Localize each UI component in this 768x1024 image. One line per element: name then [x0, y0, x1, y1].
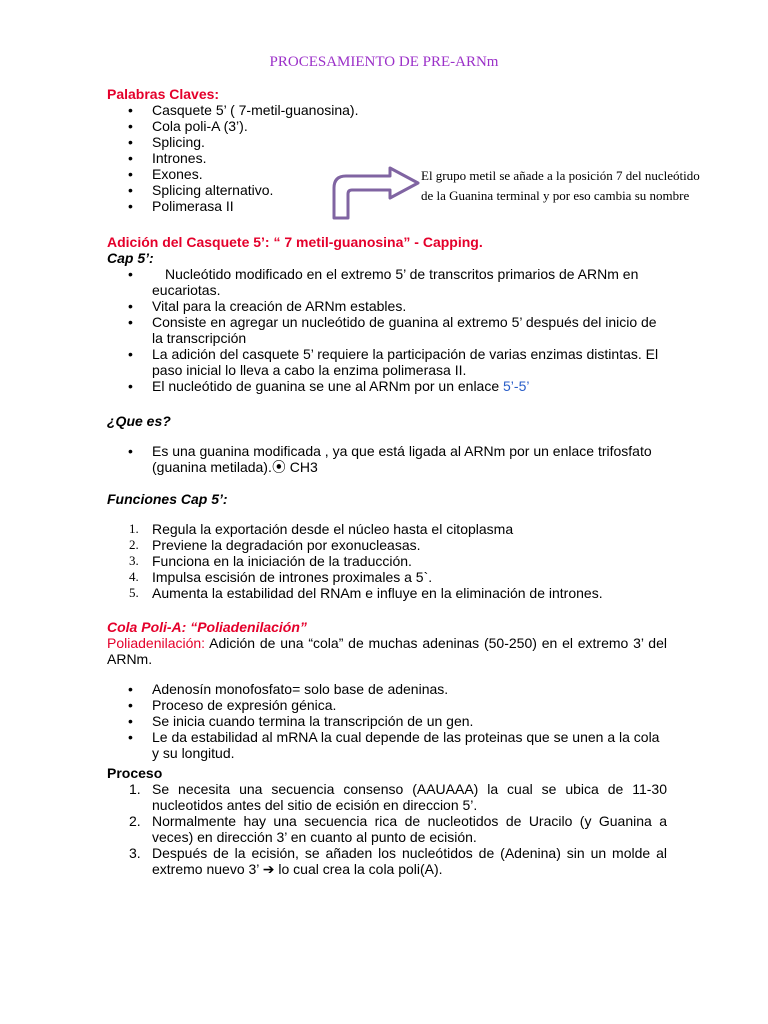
curved-arrow-icon [330, 166, 422, 220]
list-item: • Consiste en agregar un nucleótido de guanina al extremo 5’ después del inicio de la transcripción [128, 314, 657, 346]
methyl-note: El grupo metil se añade a la posición 7 del nucleótido de la Guanina terminal y por eso cambia su nombre [421, 168, 700, 203]
funciones-list [107, 521, 667, 601]
bullet-icon: • [128, 134, 133, 150]
list-item: • El nucleótido de guanina se une al ARNm por un enlace 5’-5’ [128, 378, 530, 394]
list-item: • Es una guanina modificada , ya que está ligada al ARNm por un enlace trifosfato (guanina metilada).⦿ CH3 [128, 443, 652, 475]
page-title: PROCESAMIENTO DE PRE-ARNm [269, 54, 499, 70]
que-es-section [107, 413, 667, 475]
bullet-icon: • [128, 697, 133, 713]
bullet-icon: • [128, 346, 133, 362]
bullet-icon: • [128, 182, 133, 198]
bullet-icon: • [128, 150, 133, 166]
bullet-icon: • [128, 166, 133, 182]
capping-heading: Adición del Casquete 5’: “ 7 metil-guanosina” - Capping. [107, 234, 483, 250]
bond-type: 5’-5’ [503, 378, 530, 394]
list-item: • Nucleótido modificado en el extremo 5’ de transcritos primarios de ARNm en eucariotas. [128, 266, 639, 298]
list-item: • Le da estabilidad al mRNA la cual depende de las proteinas que se unen a la cola y su longitud. [128, 729, 660, 761]
cola-section [107, 619, 667, 761]
list-item: • Exones. [128, 166, 203, 182]
list-item: • Cola poli-A (3’). [128, 118, 248, 134]
list-item: 3. Después de la ecisión, se añaden los nucleótidos de (Adenina) sin un molde al extremo nuevo 3’ ➔ lo cual crea la cola poli(A). [129, 845, 667, 877]
proceso-section [107, 765, 667, 877]
funciones-section [107, 491, 667, 601]
cola-heading: Cola Poli-A: “Poliadenilación” [107, 619, 307, 635]
list-item: • Casquete 5’ ( 7-metil-guanosina). [128, 102, 359, 118]
list-item: 5. Aumenta la estabilidad del RNAm e influye en la eliminación de intrones. [129, 585, 603, 601]
bullet-icon: • [128, 314, 133, 330]
cola-list [107, 681, 667, 761]
list-item: • Adenosín monofosfato= solo base de adeninas. [128, 681, 449, 697]
list-item: • Vital para la creación de ARNm estables. [128, 298, 407, 314]
capping-list [107, 266, 667, 394]
bullet-icon: • [128, 443, 133, 459]
cap-subheading: Cap 5’: [107, 250, 154, 266]
list-item: • Polimerasa II [128, 198, 234, 214]
bullet-icon: • [128, 298, 133, 314]
list-item: 3. Funciona en la iniciación de la traducción. [129, 553, 412, 569]
definition-label: Poliadenilación: [107, 635, 206, 651]
list-item: 1. Se necesita una secuencia consenso (AAUAAA) la cual se ubica de 11-30 nucleotidos antes del sitio de ecisión en direccion 5’. [129, 781, 667, 813]
bullet-icon: • [128, 713, 133, 729]
list-item: • Splicing alternativo. [128, 182, 274, 198]
list-item: 4. Impulsa escisión de intrones proximales a 5`. [129, 569, 433, 585]
list-item: • Se inicia cuando termina la transcripción de un gen. [128, 713, 474, 729]
keywords-heading: Palabras Claves: [107, 86, 220, 102]
capping-section [107, 234, 667, 394]
list-item: • Proceso de expresión génica. [128, 697, 337, 713]
bullet-icon: • [128, 118, 133, 134]
funciones-heading: Funciones Cap 5’: [107, 491, 228, 507]
bullet-icon: • [128, 198, 133, 214]
que-es-heading: ¿Que es? [107, 413, 171, 429]
list-item: • La adición del casquete 5’ requiere la participación de varias enzimas distintas. El paso inicial lo lleva a cabo la enzima polimerasa II. [128, 346, 659, 378]
bullet-icon: • [128, 729, 133, 745]
bullet-icon: • [128, 266, 133, 282]
bullet-icon: • [128, 378, 133, 394]
list-item: • Intrones. [128, 150, 207, 166]
bullet-icon: • [128, 681, 133, 697]
list-item: 2. Previene la degradación por exonucleasas. [129, 537, 421, 553]
list-item: 2. Normalmente hay una secuencia rica de nucleotidos de Uracilo (y Guanina a veces) en dirección 3’ en cuanto al punto de ecisión. [129, 813, 667, 845]
poliadenilacion-definition: Poliadenilación: Adición de una “cola” de muchas adeninas (50-250) en el extremo 3’ del ARNm. [107, 635, 667, 667]
list-item: • Splicing. [128, 134, 205, 150]
proceso-list [107, 781, 667, 877]
que-es-list [107, 443, 667, 475]
bullet-icon: • [128, 102, 133, 118]
list-item: 1. Regula la exportación desde el núcleo hasta el citoplasma [129, 521, 514, 537]
proceso-heading: Proceso [107, 765, 163, 781]
